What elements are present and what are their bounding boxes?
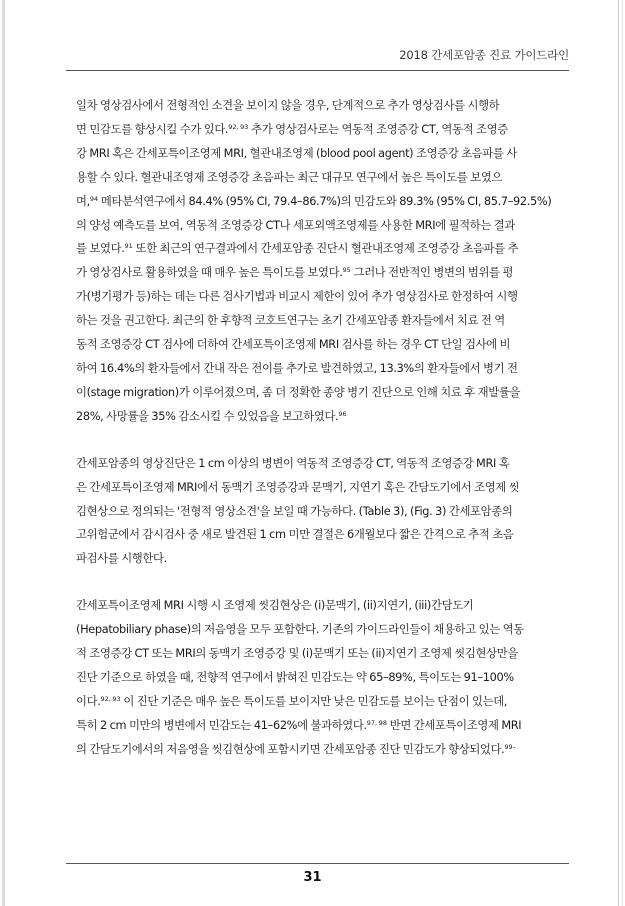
page-edge-right-outer bbox=[622, 0, 623, 906]
line-text: 파검사를 시행한다. bbox=[76, 551, 167, 566]
line-text: 의 양성 예측도를 보여, 역동적 조영증강 CT나 세포외액조영제를 사용한 MRI에 필적하는 결과 bbox=[76, 217, 515, 232]
citation-superscript: 96 bbox=[338, 409, 347, 418]
text-line bbox=[66, 261, 568, 285]
line-text-continued: 그러나 전반적인 병변의 범위를 평 bbox=[350, 265, 514, 280]
line-text: 강 MRI 혹은 간세포특이조영제 MRI, 혈관내조영제 (blood pool agent) 조영증강 초음파를 사 bbox=[76, 145, 517, 160]
line-text: 간세포특이조영제 MRI 시행 시 조영제 씻김현상은 (i)문맥기, (ii)지연기, (iii)간담도기 bbox=[76, 598, 474, 613]
citation-superscript: 99– bbox=[504, 742, 516, 751]
text-line bbox=[66, 618, 568, 642]
line-text: 이다. bbox=[76, 693, 101, 708]
line-text-continued: 추가 영상검사로는 역동적 조영증강 CT, 역동적 조영증 bbox=[248, 121, 508, 136]
text-line bbox=[66, 214, 568, 238]
citation-superscript: 97, 98 bbox=[366, 718, 387, 727]
footer-rule bbox=[66, 863, 569, 864]
text-line bbox=[66, 190, 568, 214]
citation-superscript: 92, 93 bbox=[228, 122, 249, 131]
text-line bbox=[66, 666, 568, 690]
citation-superscript: 91 bbox=[124, 242, 133, 251]
line-text: 적 조영증강 CT 또는 MRI의 동맥기 조영증강 및 (i)문맥기 또는 (ii)지연기 조영제 씻김현상만을 bbox=[76, 646, 518, 661]
text-line bbox=[66, 690, 568, 714]
line-text: 일차 영상검사에서 전형적인 소견을 보이지 않을 경우, 단계적으로 추가 영상검사를 시행하 bbox=[76, 98, 500, 112]
paragraph-gap bbox=[66, 429, 568, 452]
line-text: 가 영상검사로 활용하였을 때 매우 높은 특이도를 보였다. bbox=[76, 265, 343, 280]
text-line bbox=[66, 309, 568, 333]
line-text: 면 민감도를 향상시킬 수가 있다. bbox=[76, 121, 229, 136]
page-edge-right bbox=[618, 0, 619, 906]
line-text: 가(병기평가 등)하는 데는 다른 검사기법과 비교시 제한이 있어 추가 영상검사로 한정하여 시행 bbox=[76, 289, 518, 304]
line-text: 고위험군에서 감시검사 중 새로 발견된 1 cm 미만 결절은 6개월보다 짧은 간격으로 추적 초음 bbox=[76, 527, 514, 542]
text-line bbox=[66, 142, 568, 166]
header-title: 2018 간세포암종 진료 가이드라인 bbox=[399, 48, 569, 62]
line-text: 동적 조영증강 CT 검사에 더하여 간세포특이조영제 MRI 검사를 하는 경우 CT 단일 검사에 비 bbox=[76, 337, 511, 352]
line-text: 김현상으로 정의되는 '전형적 영상소견'을 보일 때 가능하다. (Table 3), (Fig. 3) 간세포암종의 bbox=[76, 503, 513, 518]
line-text: 28%, 사망률을 35% 감소시킬 수 있었음을 보고하였다. bbox=[76, 408, 339, 423]
line-text-continued: 또한 최근의 연구결과에서 간세포암종 진단시 혈관내조영제 조영증강 초음파를 추 bbox=[132, 241, 519, 256]
paragraph bbox=[66, 594, 568, 761]
text-line bbox=[66, 381, 568, 405]
body-text bbox=[66, 94, 568, 762]
text-line bbox=[66, 523, 568, 547]
paragraph-gap bbox=[66, 571, 568, 594]
text-line bbox=[66, 500, 568, 524]
line-text: 의 간담도기에서의 저음영을 씻김현상에 포함시키면 간세포암종 진단 민감도가 향상되었다. bbox=[76, 741, 505, 756]
text-line bbox=[66, 118, 568, 142]
paragraph bbox=[66, 452, 568, 572]
page-edge-left bbox=[2, 0, 5, 906]
line-text-continued: 이 진단 기준은 매우 높은 특이도를 보이지만 낮은 민감도를 보이는 단점이 있는데, bbox=[120, 693, 508, 708]
text-line bbox=[66, 333, 568, 357]
running-header bbox=[66, 47, 569, 71]
line-text: 하는 것을 권고한다. 최근의 한 후향적 코호트연구는 초기 간세포암종 환자들에서 치료 전 역 bbox=[76, 313, 505, 328]
text-line bbox=[66, 452, 568, 476]
line-text: 특히 2 cm 미만의 병변에서 민감도는 41–62%에 불과하였다. bbox=[76, 717, 367, 732]
text-line bbox=[66, 405, 568, 429]
text-line bbox=[66, 94, 568, 118]
line-text: 간세포암종의 영상진단은 1 cm 이상의 병변이 역동적 조영증강 CT, 역동적 조영증강 MRI 혹 bbox=[76, 455, 510, 470]
line-text: 용할 수 있다. 혈관내조영제 조영증강 초음파는 최근 대규모 연구에서 높은 특이도를 보였으 bbox=[76, 169, 503, 184]
line-text: (Hepatobiliary phase)의 저음영을 모두 포함한다. 기존의 가이드라인들이 채용하고 있는 역동 bbox=[76, 622, 524, 637]
paragraph bbox=[66, 94, 568, 429]
text-line bbox=[66, 357, 568, 381]
text-line bbox=[66, 547, 568, 571]
line-text: 이(stage migration)가 이루어졌으며, 좀 더 정확한 종양 병기 진단으로 인해 치료 후 재발률을 bbox=[76, 384, 521, 399]
text-line bbox=[66, 642, 568, 666]
line-text: 진단 기준으로 하였을 때, 전향적 연구에서 밝혀진 민감도는 약 65–89%, 특이도는 91–100% bbox=[76, 669, 514, 684]
citation-superscript: 94 bbox=[89, 194, 99, 203]
line-text: 은 간세포특이조영제 MRI에서 동맥기 조영증강과 문맥기, 지연기 혹은 간담도기에서 조영제 씻 bbox=[76, 479, 520, 494]
line-text: 하여 16.4%의 환자들에서 간내 작은 전이를 추가로 발견하였고, 13.3%의 환자들에서 병기 전 bbox=[76, 360, 518, 375]
text-line bbox=[66, 237, 568, 261]
text-line bbox=[66, 166, 568, 190]
line-text: 며, bbox=[76, 193, 90, 208]
page-number: 31 bbox=[303, 870, 322, 885]
line-text-continued: 반면 간세포특이조영제 MRI bbox=[386, 717, 522, 732]
citation-superscript: 95 bbox=[342, 266, 351, 275]
text-line bbox=[66, 714, 568, 738]
citation-superscript: 92, 93 bbox=[100, 694, 121, 703]
text-line bbox=[66, 738, 568, 762]
line-text: 를 보였다. bbox=[76, 241, 125, 256]
text-line bbox=[66, 476, 568, 500]
text-line bbox=[66, 594, 568, 618]
text-line bbox=[66, 285, 568, 309]
line-text-continued: 메타분석연구에서 84.4% (95% CI, 79.4–86.7%)의 민감도와 89.3% (95% CI, 85.7–92.5%) bbox=[98, 193, 552, 208]
